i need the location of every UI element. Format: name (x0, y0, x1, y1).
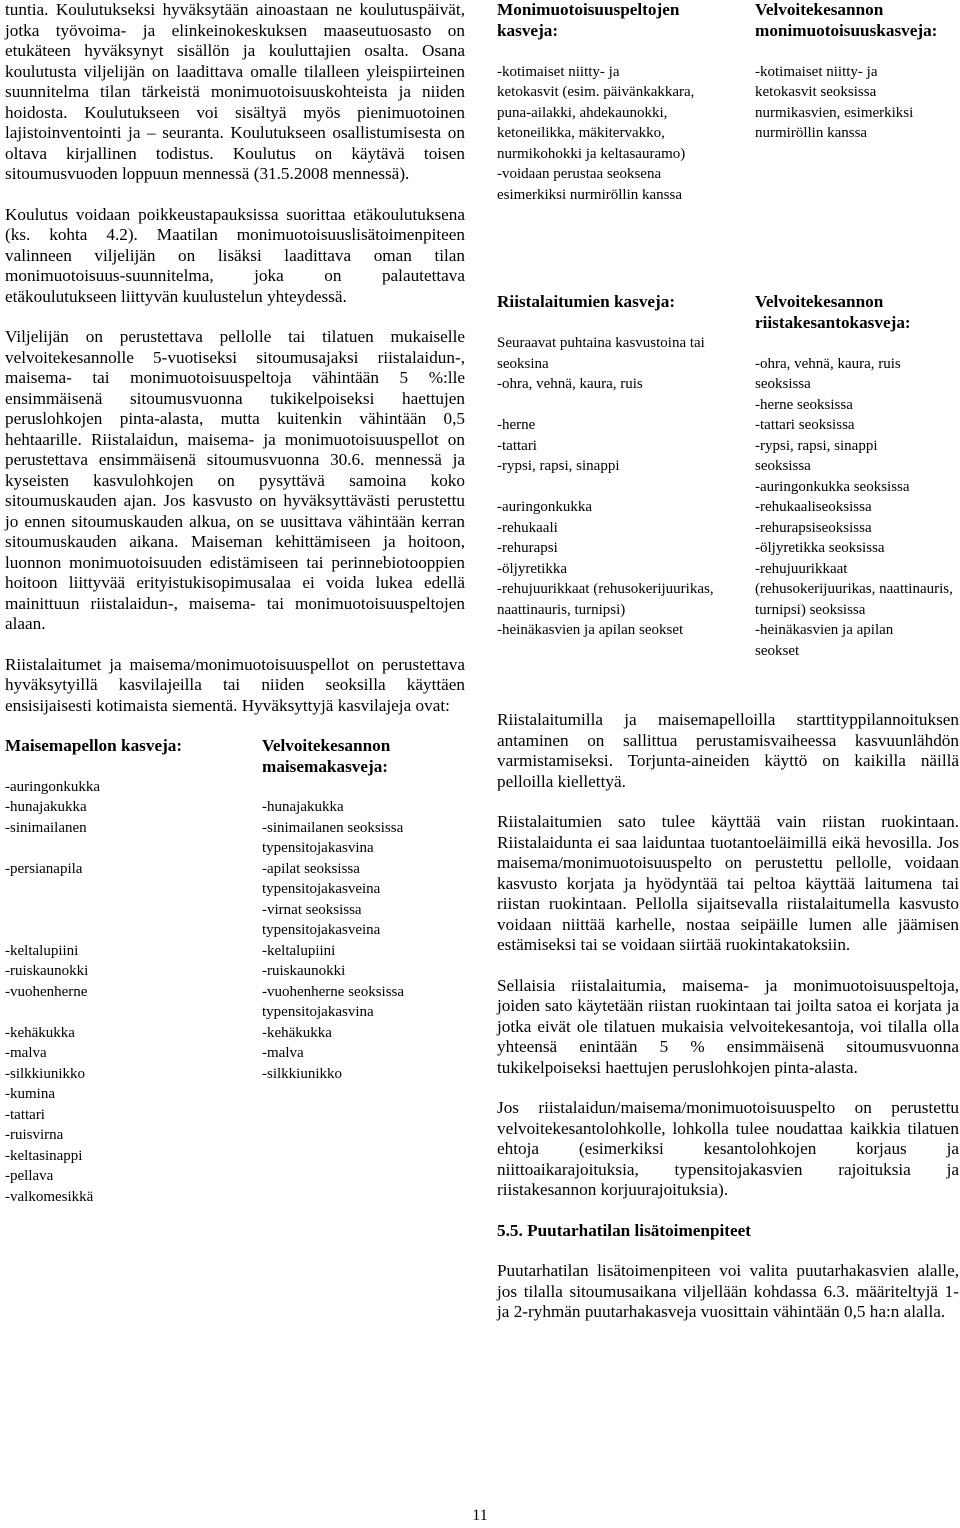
paragraph: tuntia. Koulutukseksi hyväksytään ainoastaan ne koulutuspäivät, jotka työvoima- ja elinkeinokeskuksen maaseutuosasto on etukäteen hyväksynyt sisällön ja kouluttajien osalta. Osana koulutusta viljelijän on laadittava omalle tilalleen yleispiirteinen suunnitelma tilan tärkeistä monimuotoisuuskohteista ja niiden hoidosta. Koulutukseen voi sisältyä myös pienimuotoinen lajistoinventointi ja – seuranta. Koulutukseen osallistumisesta on oltava kirjallinen todistus. Koulutus on käytävä toisen sitoumusvuoden loppuun mennessä (31.5.2008 mennessä). (5, 0, 465, 183)
list-heading: Riistalaitumien kasveja: (497, 292, 676, 311)
riista-list (497, 292, 737, 641)
paragraph: Viljelijän on perustettava pellolle tai tilatuen mukaiselle velvoitekesannolle 5-vuotiseksi sitoumusajaksi riistalaidun-, maisema- tai monimuotoisuuspeltoja vähintään 5 %:lle ensimmäisenä sitoumusvuonna tukikelpoiseksi haettujen peruslohkojen pinta-alasta, mutta kuitenkin vähintään 0,5 hehtaarille. Riistalaidun, maisema- ja monimuotoisuuspellot on perustettava ensimmäisenä sitoumusvuonna 30.6. mennessä ja kyseisten kasvulohkojen on pysyttävä samoina koko sitoumuskauden ajan. Jos kasvusto on hyväksyttävästi perustettu jo ennen sitoumuskauden alkua, on se uusittava vähintään kerran sitoumuskauden aikana. Maiseman kehittämiseen ja hoitoon, luonnon monimuotoisuuden edistämiseen tai perinnebiotooppien hoitoon liittyvää erityistukisopimusalaa ei voida lukea edellä mainittuun riistalaidun-, maisema- tai monimuotoisuuspeltojen alaan. (5, 327, 465, 633)
list-item: Seuraavat puhtaina kasvustoina tai seoksina -ohra, vehnä, kaura, ruis (497, 335, 705, 392)
list-item: -kehäkukka -malva -silkkiunikko -kumina -tattari -ruisvirna -keltasinappi -pellava -valkomesikkä (5, 1024, 94, 1205)
list-item: -hunajakukka -sinimailanen seoksissa typensitojakasvina -apilat seoksissa typensitojakasveina -virnat seoksissa typensitojakasveina -keltalupiini -ruiskaunokki -vuohenherne seoksissa typensitojakasvina -kehäkukka -malva -silkkiunikko (262, 799, 405, 1082)
velvoite-maisema-list (262, 736, 462, 1084)
page-number: 11 (472, 1507, 488, 1524)
paragraph: Puutarhatilan lisätoimenpiteen voi valita puutarhakasvien alalle, jos tilalla sitoumusaikana viljellään kohdassa 6.3. määriteltyjä 1- ja 2-ryhmän puutarhakasveja vuosittain vähintään 0,5 ha:n alalla. (497, 1261, 959, 1321)
list-heading: Velvoitekesannon riistakesantokasveja: (755, 292, 911, 332)
paragraph: Riistalaitumet ja maisema/monimuotoisuuspellot on perustettava hyväksytyillä kasvilajeilla tai niiden seoksilla käyttäen ensisijaisesti kotimaista siementä. Hyväksyttyjä kasvilajeja ovat: (5, 654, 465, 715)
paragraph: Jos riistalaidun/maisema/monimuotoisuuspelto on perustettu velvoitekesantolohkolle, lohkolla tulee noudattaa kaikkia tilatuen ehtoja (esimerkiksi kesantolohkojen korjaus ja niittoaikarajoituksia, typensitojakasvien rajoituksia ja riistakesannon korjuurajoituksia). (497, 1098, 959, 1199)
list-item: -ohra, vehnä, kaura, ruis seoksissa -herne seoksissa -tattari seoksissa -rypsi, rapsi, sinappi seoksissa -auringonkukka seoksissa -rehukaaliseoksissa -rehurapsiseoksissa -öljyretikka seoksissa -rehujuurikkaat (rehusokerijuurikas, naattinauris, turnipsi) seoksissa -heinäkasvien ja apilan seokset (755, 355, 953, 659)
paragraph: Riistalaitumien sato tulee käyttää vain riistan ruokintaan. Riistalaidunta ei saa laiduntaa tuotantoeläimillä eikä hevosilla. Jos maisema/monimuotoisuuspelto on perustettu pellolle, voidaan kasvusto korjata ja hyödyntää tai peltoa käyttää laitumena tai riistan ruokintaan. Pellolla sijaitsevalla riistalaitumella kasvusto voidaan niittää karhelle, nostaa seipäille lumen alle jäämisen estämiseksi tai se voidaan siirtää ruokintakatoksiin. (497, 812, 959, 954)
right-column (497, 0, 959, 1323)
list-item: -kotimaiset niitty- ja ketokasvit seoksissa nurmikasvien, esimerkiksi nurmiröllin kanssa (755, 63, 914, 141)
list-heading: Monimuotoisuuspeltojen kasveja: (497, 0, 680, 40)
list-item: -kotimaiset niitty- ja ketokasvit (esim. päivänkakkara, puna-ailakki, ahdekaunokki, ketoneilikka, mäkitervakko, nurmikohokki ja keltasauramo) -voidaan perustaa seoksena esimerkiksi nurmiröllin kanssa (497, 63, 695, 203)
list-item: -keltalupiini -ruiskaunokki -vuohenherne (5, 942, 89, 1000)
moni-list (497, 0, 727, 205)
maisema-list (5, 736, 255, 1207)
velvoite-riista-list (755, 292, 960, 661)
paragraph: Riistalaitumilla ja maisemapelloilla starttityppilannoituksen antaminen on sallittua perustamisvaiheessa kasvuunlähdön varmistamiseksi. Torjunta-aineiden käyttö on kaikilla näillä pelloilla kiellettyä. (497, 710, 959, 791)
paragraph: Koulutus voidaan poikkeustapauksissa suorittaa etäkoulutuksena (ks. kohta 4.2). Maatilan monimuotoisuuslisätoimenpiteen valinneen viljelijän on lisäksi laadittava oman tilan monimuotoisuus-suunnitelma, joka on palautettava etäkoulutukseen liittyvän kuulustelun yhteydessä. (5, 204, 465, 306)
left-column (5, 0, 465, 1206)
list-item: -persianapila (5, 860, 83, 877)
section-heading: 5.5. Puutarhatilan lisätoimenpiteet (497, 1220, 751, 1240)
list-heading: Velvoitekesannon monimuotoisuuskasveja: (755, 0, 938, 40)
list-item: -auringonkukka -rehukaali -rehurapsi -öljyretikka -rehujuurikkaat (rehusokerijuurikas, naattinauris, turnipsi) -heinäkasvien ja apilan seokset (497, 499, 714, 638)
plant-lists (5, 736, 465, 1206)
velvoite-moni-list (755, 0, 955, 144)
list-heading: Maisemapellon kasveja: (5, 736, 183, 755)
list-heading: Velvoitekesannon maisemakasveja: (262, 736, 391, 776)
paragraph: Sellaisia riistalaitumia, maisema- ja monimuotoisuuspeltoja, joiden sato käytetään riistan ruokintaan tai joilta satoa ei korjata ja jotka eivät ole tilatuen mukaisia velvoitekesantoja, voi tilalla olla yhteensä enintään 5 % ensimmäisenä sitoumusvuonna tukikelpoiseksi haettujen peruslohkojen pinta-alasta. (497, 975, 959, 1077)
list-item: -auringonkukka -hunajakukka -sinimailanen (5, 778, 100, 836)
list-item: -herne -tattari -rypsi, rapsi, sinappi (497, 417, 620, 474)
plant-table (497, 0, 959, 700)
